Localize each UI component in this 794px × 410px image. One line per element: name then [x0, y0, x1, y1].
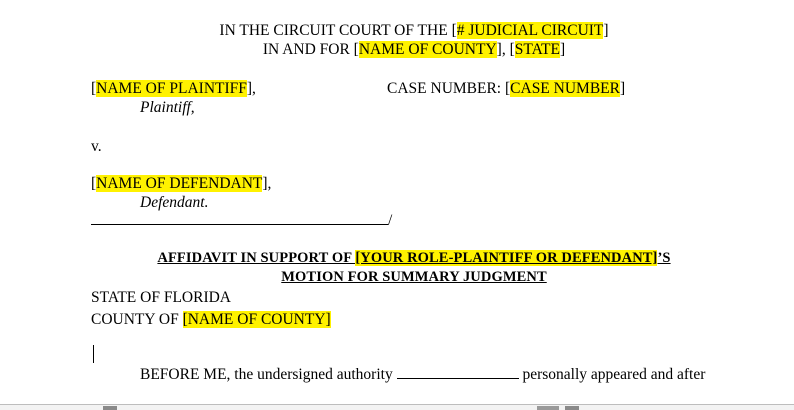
- zoom-icon[interactable]: [565, 406, 579, 410]
- plaintiff-role-label: Plaintiff,: [140, 99, 195, 116]
- header-line2-prefix: IN AND FOR [: [262, 41, 359, 58]
- case-number-line: [387, 80, 625, 98]
- state-of-florida-label: STATE OF FLORIDA: [91, 289, 231, 306]
- plaintiff-line: [91, 80, 256, 98]
- title-suffix: ’S: [657, 250, 671, 266]
- case-number-label: CASE NUMBER: [: [387, 80, 511, 97]
- appearer-name-blank[interactable]: [397, 377, 519, 379]
- state-field[interactable]: STATE: [514, 41, 560, 58]
- judicial-circuit-field[interactable]: # JUDICIAL CIRCUIT: [456, 22, 604, 39]
- caption-slash: /: [388, 212, 393, 229]
- defendant-role-label: Defendant.: [140, 194, 209, 211]
- view-toggle-icon[interactable]: [537, 406, 559, 410]
- case-number-field[interactable]: CASE NUMBER: [510, 80, 620, 97]
- court-header-line2: [0, 41, 794, 59]
- county-line: [91, 311, 331, 329]
- affidavit-title-line2: MOTION FOR SUMMARY JUDGMENT: [281, 269, 547, 285]
- body-after-text: personally appeared and after: [522, 366, 706, 383]
- header-line2-mid: ], [: [496, 41, 515, 58]
- county-field[interactable]: NAME OF COUNTY: [358, 41, 497, 58]
- plaintiff-close: ],: [246, 80, 256, 97]
- plaintiff-name-field[interactable]: NAME OF PLAINTIFF: [96, 80, 247, 97]
- defendant-close: ],: [262, 175, 272, 192]
- body-before-text: BEFORE ME, the undersigned authority: [140, 366, 393, 383]
- header-line1-suffix: ]: [603, 22, 609, 39]
- caption-divider: [91, 212, 392, 230]
- versus-label: v.: [91, 138, 102, 155]
- court-header-line1: [0, 22, 794, 40]
- role-field[interactable]: [YOUR ROLE-PLAINTIFF OR DEFENDANT]: [355, 250, 658, 266]
- case-number-close: ]: [619, 80, 626, 97]
- affidavit-title-line1: [0, 250, 794, 267]
- venue-county-field[interactable]: [NAME OF COUNTY]: [182, 311, 331, 328]
- header-line1-prefix: IN THE CIRCUIT COURT OF THE [: [219, 22, 457, 39]
- defendant-name-field[interactable]: NAME OF DEFENDANT: [96, 175, 263, 192]
- status-bar: [0, 405, 794, 410]
- caption-rule: [91, 223, 388, 225]
- header-line2-suffix: ]: [560, 41, 566, 58]
- county-prefix: COUNTY OF: [91, 311, 183, 328]
- defendant-open: [: [91, 175, 97, 192]
- status-bar-mark: [103, 406, 117, 410]
- defendant-line: [91, 175, 271, 193]
- title-prefix: AFFIDAVIT IN SUPPORT OF: [157, 250, 356, 266]
- plaintiff-open: [: [91, 80, 97, 97]
- text-cursor: [93, 345, 94, 363]
- body-paragraph-line1: [140, 366, 705, 384]
